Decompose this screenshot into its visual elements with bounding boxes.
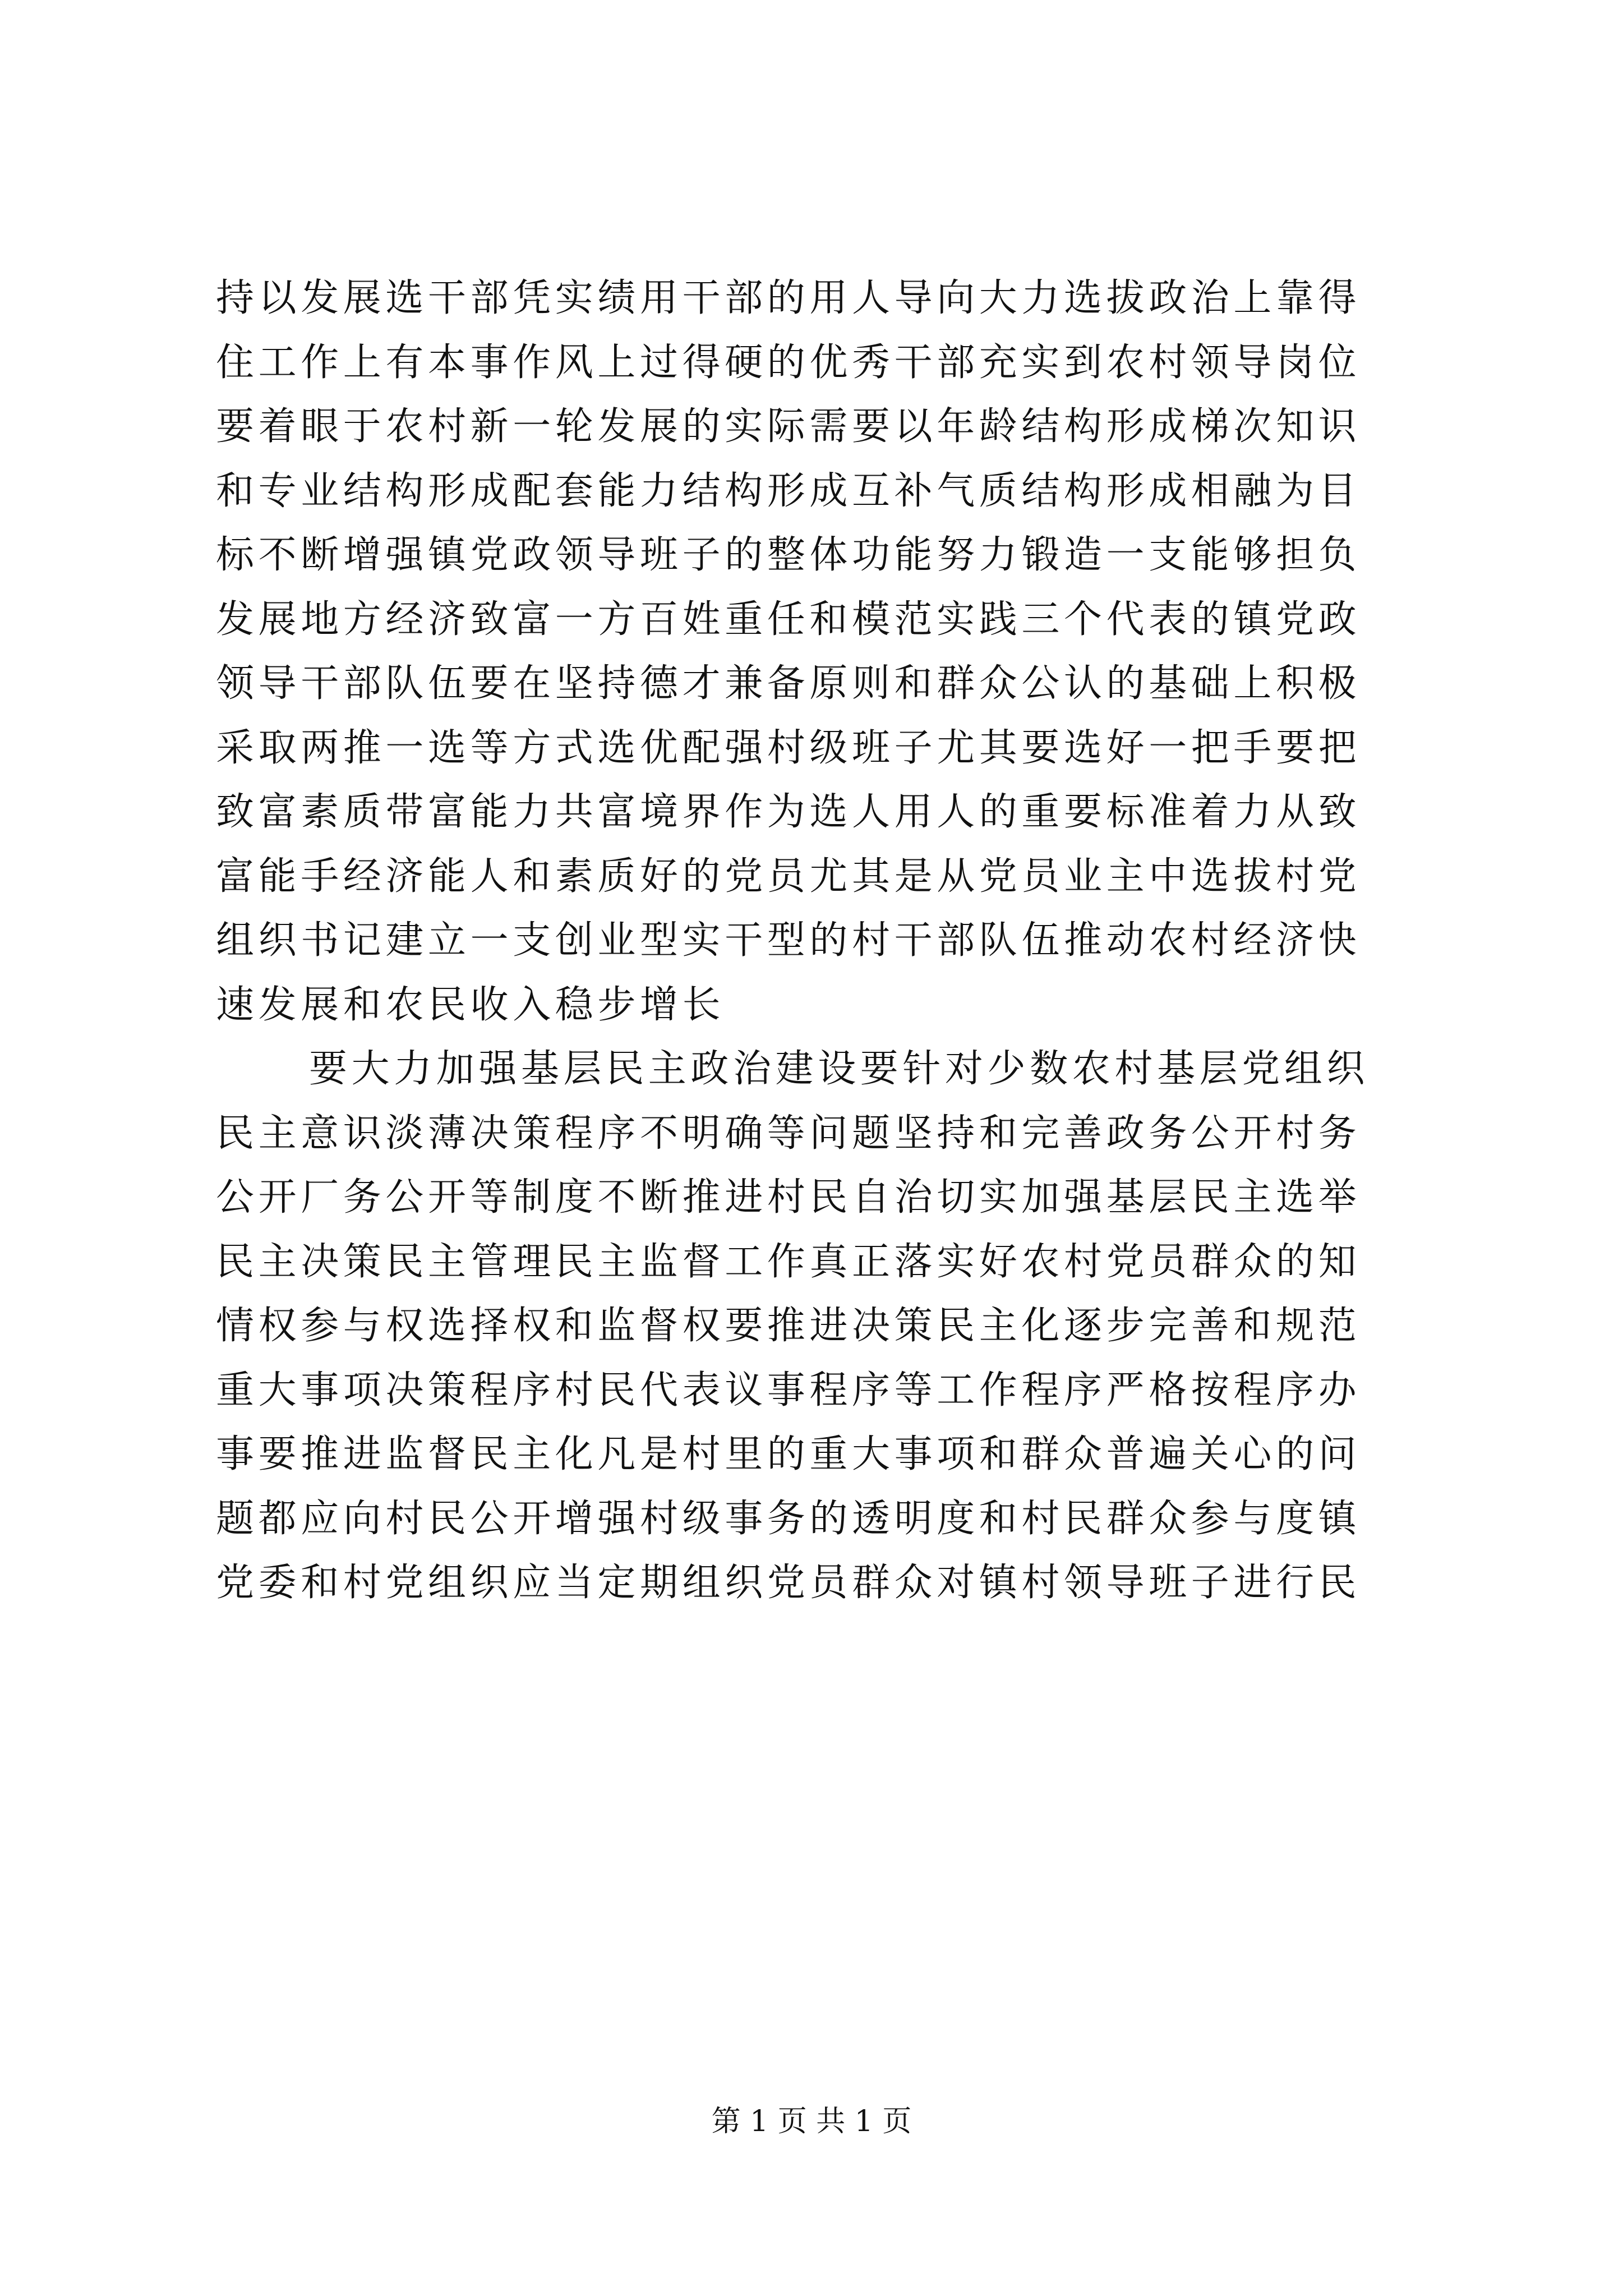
paragraph	[216, 266, 1438, 1037]
text-line: 领导干部队伍要在坚持德才兼备原则和群众公认的基础上积极	[216, 661, 1361, 706]
paragraph	[216, 1037, 1438, 1616]
text-line: 事要推进监督民主化凡是村里的重大事项和群众普遍关心的问	[216, 1432, 1361, 1476]
text-line: 富能手经济能人和素质好的党员尤其是从党员业主中选拔村党	[216, 854, 1361, 899]
text-line: 公开厂务公开等制度不断推进村民自治切实加强基层民主选举	[216, 1175, 1361, 1220]
text-line: 要大力加强基层民主政治建设要针对少数农村基层党组织	[309, 1047, 1370, 1091]
text-line: 致富素质带富能力共富境界作为选人用人的重要标准着力从致	[216, 790, 1361, 834]
text-line: 情权参与权选择权和监督权要推进决策民主化逐步完善和规范	[216, 1304, 1361, 1348]
text-line: 和专业结构形成配套能力结构形成互补气质结构形成相融为目	[216, 468, 1361, 513]
text-line: 重大事项决策程序村民代表议事程序等工作程序严格按程序办	[216, 1368, 1361, 1412]
text-line: 要着眼于农村新一轮发展的实际需要以年龄结构形成梯次知识	[216, 404, 1361, 449]
text-line: 民主意识淡薄决策程序不明确等问题坚持和完善政务公开村务	[216, 1111, 1361, 1156]
text-line: 速发展和农民收入稳步增长	[216, 982, 725, 1027]
text-line: 采取两推一选等方式选优配强村级班子尤其要选好一把手要把	[216, 725, 1361, 770]
text-line: 民主决策民主管理民主监督工作真正落实好农村党员群众的知	[216, 1239, 1361, 1284]
text-line: 持以发展选干部凭实绩用干部的用人导向大力选拔政治上靠得	[216, 276, 1361, 320]
text-line: 标不断增强镇党政领导班子的整体功能努力锻造一支能够担负	[216, 533, 1361, 577]
text-line: 组织书记建立一支创业型实干型的村干部队伍推动农村经济快	[216, 918, 1361, 963]
page-number: 第 1 页 共 1 页	[711, 2105, 912, 2138]
text-line: 题都应向村民公开增强村级事务的透明度和村民群众参与度镇	[216, 1496, 1361, 1541]
text-line: 发展地方经济致富一方百姓重任和模范实践三个代表的镇党政	[216, 597, 1361, 642]
text-line: 党委和村党组织应当定期组织党员群众对镇村领导班子进行民	[216, 1561, 1361, 1605]
text-line: 住工作上有本事作风上过得硬的优秀干部充实到农村领导岗位	[216, 340, 1361, 385]
document-body	[216, 266, 1438, 1616]
